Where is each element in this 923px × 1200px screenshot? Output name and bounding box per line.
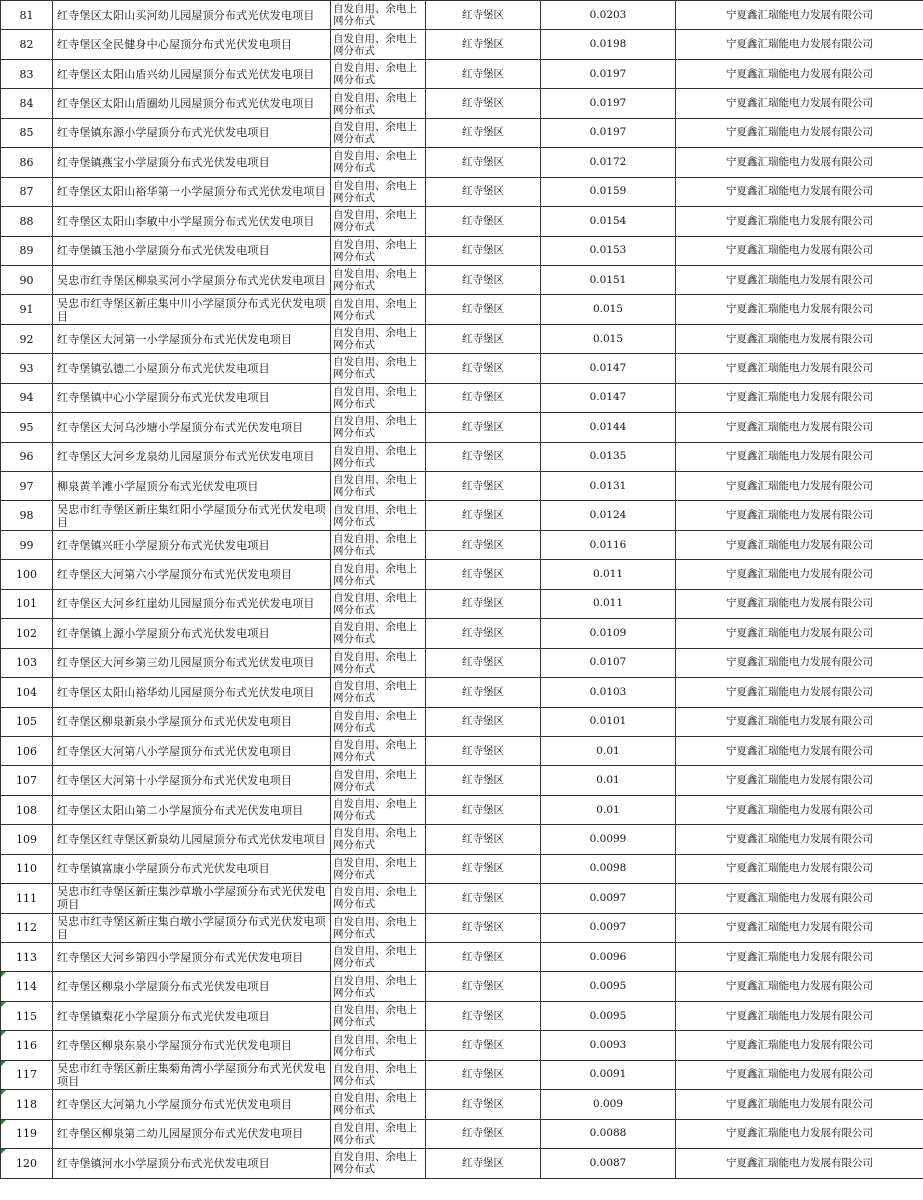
company-cell: 宁夏鑫汇瑞能电力发展有限公司 [676,148,923,177]
capacity-cell: 0.0109 [541,619,676,648]
connection-type-cell: 自发自用、余电上网分布式 [331,913,426,942]
company-cell: 宁夏鑫汇瑞能电力发展有限公司 [676,442,923,471]
row-number: 95 [1,413,53,442]
capacity-cell: 0.0098 [541,854,676,883]
region-cell: 红寺堡区 [426,884,541,913]
project-name-cell: 红寺堡区大河第八小学屋顶分布式光伏发电项目 [53,736,331,765]
capacity-cell: 0.0147 [541,354,676,383]
connection-type-cell: 自发自用、余电上网分布式 [331,825,426,854]
project-name-cell: 红寺堡区太阳山盾圈幼儿园屋顶分布式光伏发电项目 [53,89,331,118]
capacity-cell: 0.0154 [541,207,676,236]
row-number: 100 [1,560,53,589]
table-row [1,854,923,883]
capacity-cell: 0.0197 [541,118,676,147]
table-row [1,118,923,147]
connection-type-cell: 自发自用、余电上网分布式 [331,707,426,736]
region-cell: 红寺堡区 [426,1031,541,1060]
region-cell: 红寺堡区 [426,943,541,972]
row-number: 94 [1,383,53,412]
table-row [1,707,923,736]
region-cell: 红寺堡区 [426,648,541,677]
table-row [1,648,923,677]
row-number: 119 [1,1119,53,1148]
company-cell: 宁夏鑫汇瑞能电力发展有限公司 [676,589,923,618]
row-number: 93 [1,354,53,383]
region-cell: 红寺堡区 [426,442,541,471]
table-row [1,413,923,442]
table-row [1,30,923,59]
row-number: 90 [1,265,53,294]
capacity-cell: 0.0093 [541,1031,676,1060]
capacity-cell: 0.009 [541,1090,676,1119]
row-number: 111 [1,884,53,913]
company-cell: 宁夏鑫汇瑞能电力发展有限公司 [676,854,923,883]
capacity-cell: 0.0095 [541,1001,676,1030]
table-row [1,1149,923,1178]
capacity-cell: 0.0131 [541,472,676,501]
capacity-cell: 0.0087 [541,1149,676,1178]
project-name-cell: 吴忠市红寺堡区新庄集沙草墩小学屋顶分布式光伏发电项目 [53,884,331,913]
connection-type-cell: 自发自用、余电上网分布式 [331,854,426,883]
connection-type-cell: 自发自用、余电上网分布式 [331,795,426,824]
connection-type-cell: 自发自用、余电上网分布式 [331,236,426,265]
project-name-cell: 吴忠市红寺堡区柳泉买河小学屋顶分布式光伏发电项目 [53,265,331,294]
row-number: 107 [1,766,53,795]
connection-type-cell: 自发自用、余电上网分布式 [331,354,426,383]
row-number: 96 [1,442,53,471]
connection-type-cell: 自发自用、余电上网分布式 [331,265,426,294]
table-row [1,972,923,1001]
project-name-cell: 红寺堡区大河第九小学屋顶分布式光伏发电项目 [53,1090,331,1119]
capacity-cell: 0.015 [541,324,676,353]
row-number: 106 [1,736,53,765]
project-name-cell: 红寺堡区红寺堡区新泉幼儿园屋顶分布式光伏发电项目 [53,825,331,854]
capacity-cell: 0.0147 [541,383,676,412]
region-cell: 红寺堡区 [426,207,541,236]
connection-type-cell: 自发自用、余电上网分布式 [331,59,426,88]
row-number: 113 [1,943,53,972]
project-name-cell: 红寺堡区大河乡龙泉幼儿园屋顶分布式光伏发电项目 [53,442,331,471]
row-number: 99 [1,530,53,559]
table-row [1,177,923,206]
capacity-cell: 0.0124 [541,501,676,530]
project-name-cell: 红寺堡区大河乡第三幼儿园屋顶分布式光伏发电项目 [53,648,331,677]
cell-marker-icon [1,1061,6,1066]
project-name-cell: 吴忠市红寺堡区新庄集菊角湾小学屋顶分布式光伏发电项目 [53,1060,331,1089]
region-cell: 红寺堡区 [426,59,541,88]
project-name-cell: 红寺堡镇兴旺小学屋顶分布式光伏发电项目 [53,530,331,559]
row-number: 118 [1,1090,53,1119]
capacity-cell: 0.0095 [541,972,676,1001]
table-row [1,295,923,324]
row-number: 84 [1,89,53,118]
company-cell: 宁夏鑫汇瑞能电力发展有限公司 [676,1149,923,1178]
table-row [1,736,923,765]
table-row [1,236,923,265]
company-cell: 宁夏鑫汇瑞能电力发展有限公司 [676,972,923,1001]
row-number: 86 [1,148,53,177]
region-cell: 红寺堡区 [426,413,541,442]
company-cell: 宁夏鑫汇瑞能电力发展有限公司 [676,354,923,383]
project-name-cell: 红寺堡区太阳山李敏中小学屋顶分布式光伏发电项目 [53,207,331,236]
project-name-cell: 红寺堡区太阳山盾兴幼儿园屋顶分布式光伏发电项目 [53,59,331,88]
row-number: 115 [1,1001,53,1030]
region-cell: 红寺堡区 [426,707,541,736]
company-cell: 宁夏鑫汇瑞能电力发展有限公司 [676,619,923,648]
region-cell: 红寺堡区 [426,736,541,765]
row-number: 105 [1,707,53,736]
company-cell: 宁夏鑫汇瑞能电力发展有限公司 [676,118,923,147]
company-cell: 宁夏鑫汇瑞能电力发展有限公司 [676,59,923,88]
capacity-cell: 0.011 [541,589,676,618]
row-number: 98 [1,501,53,530]
connection-type-cell: 自发自用、余电上网分布式 [331,413,426,442]
project-name-cell: 红寺堡区柳泉新泉小学屋顶分布式光伏发电项目 [53,707,331,736]
row-number: 89 [1,236,53,265]
table-row [1,1119,923,1148]
table-row [1,207,923,236]
table-row [1,148,923,177]
connection-type-cell: 自发自用、余电上网分布式 [331,1031,426,1060]
region-cell: 红寺堡区 [426,825,541,854]
company-cell: 宁夏鑫汇瑞能电力发展有限公司 [676,530,923,559]
company-cell: 宁夏鑫汇瑞能电力发展有限公司 [676,913,923,942]
project-name-cell: 红寺堡区太阳山裕华幼儿园屋顶分布式光伏发电项目 [53,678,331,707]
row-number: 117 [1,1060,53,1089]
row-number: 110 [1,854,53,883]
table-row [1,1090,923,1119]
project-name-cell: 红寺堡区大河第一小学屋顶分布式光伏发电项目 [53,324,331,353]
company-cell: 宁夏鑫汇瑞能电力发展有限公司 [676,1090,923,1119]
row-number: 85 [1,118,53,147]
table-row [1,766,923,795]
connection-type-cell: 自发自用、余电上网分布式 [331,766,426,795]
company-cell: 宁夏鑫汇瑞能电力发展有限公司 [676,265,923,294]
capacity-cell: 0.0116 [541,530,676,559]
row-number: 83 [1,59,53,88]
region-cell: 红寺堡区 [426,383,541,412]
connection-type-cell: 自发自用、余电上网分布式 [331,177,426,206]
connection-type-cell: 自发自用、余电上网分布式 [331,383,426,412]
company-cell: 宁夏鑫汇瑞能电力发展有限公司 [676,501,923,530]
table-row [1,383,923,412]
table-row [1,1060,923,1089]
project-name-cell: 红寺堡区全民健身中心屋顶分布式光伏发电项目 [53,30,331,59]
company-cell: 宁夏鑫汇瑞能电力发展有限公司 [676,472,923,501]
row-number: 104 [1,678,53,707]
region-cell: 红寺堡区 [426,1119,541,1148]
project-name-cell: 红寺堡镇中心小学屋顶分布式光伏发电项目 [53,383,331,412]
company-cell: 宁夏鑫汇瑞能电力发展有限公司 [676,648,923,677]
connection-type-cell: 自发自用、余电上网分布式 [331,1001,426,1030]
company-cell: 宁夏鑫汇瑞能电力发展有限公司 [676,207,923,236]
connection-type-cell: 自发自用、余电上网分布式 [331,972,426,1001]
table-row [1,795,923,824]
company-cell: 宁夏鑫汇瑞能电力发展有限公司 [676,1,923,30]
company-cell: 宁夏鑫汇瑞能电力发展有限公司 [676,1119,923,1148]
table-row [1,354,923,383]
row-number: 114 [1,972,53,1001]
row-number: 116 [1,1031,53,1060]
table-body [1,1,923,1179]
project-name-cell: 红寺堡镇燕宝小学屋顶分布式光伏发电项目 [53,148,331,177]
table-row [1,619,923,648]
row-number: 91 [1,295,53,324]
company-cell: 宁夏鑫汇瑞能电力发展有限公司 [676,383,923,412]
capacity-cell: 0.0135 [541,442,676,471]
capacity-cell: 0.0103 [541,678,676,707]
company-cell: 宁夏鑫汇瑞能电力发展有限公司 [676,707,923,736]
table-row [1,324,923,353]
capacity-cell: 0.0101 [541,707,676,736]
capacity-cell: 0.0097 [541,913,676,942]
table-row [1,530,923,559]
connection-type-cell: 自发自用、余电上网分布式 [331,207,426,236]
table-row [1,560,923,589]
region-cell: 红寺堡区 [426,1,541,30]
region-cell: 红寺堡区 [426,1090,541,1119]
company-cell: 宁夏鑫汇瑞能电力发展有限公司 [676,30,923,59]
table-row [1,265,923,294]
cell-marker-icon [1,1120,6,1125]
project-name-cell: 红寺堡区大河第六小学屋顶分布式光伏发电项目 [53,560,331,589]
capacity-cell: 0.0091 [541,1060,676,1089]
table-row [1,943,923,972]
region-cell: 红寺堡区 [426,854,541,883]
region-cell: 红寺堡区 [426,589,541,618]
connection-type-cell: 自发自用、余电上网分布式 [331,89,426,118]
table-row [1,442,923,471]
company-cell: 宁夏鑫汇瑞能电力发展有限公司 [676,236,923,265]
company-cell: 宁夏鑫汇瑞能电力发展有限公司 [676,1060,923,1089]
capacity-cell: 0.0153 [541,236,676,265]
connection-type-cell: 自发自用、余电上网分布式 [331,30,426,59]
company-cell: 宁夏鑫汇瑞能电力发展有限公司 [676,1031,923,1060]
region-cell: 红寺堡区 [426,766,541,795]
region-cell: 红寺堡区 [426,118,541,147]
region-cell: 红寺堡区 [426,1001,541,1030]
project-name-cell: 红寺堡镇梨花小学屋顶分布式光伏发电项目 [53,1001,331,1030]
connection-type-cell: 自发自用、余电上网分布式 [331,589,426,618]
company-cell: 宁夏鑫汇瑞能电力发展有限公司 [676,825,923,854]
region-cell: 红寺堡区 [426,265,541,294]
region-cell: 红寺堡区 [426,560,541,589]
capacity-cell: 0.0088 [541,1119,676,1148]
cell-marker-icon [1,1002,6,1007]
company-cell: 宁夏鑫汇瑞能电力发展有限公司 [676,177,923,206]
connection-type-cell: 自发自用、余电上网分布式 [331,1060,426,1089]
table-row [1,589,923,618]
region-cell: 红寺堡区 [426,30,541,59]
row-number: 81 [1,1,53,30]
region-cell: 红寺堡区 [426,530,541,559]
company-cell: 宁夏鑫汇瑞能电力发展有限公司 [676,295,923,324]
region-cell: 红寺堡区 [426,913,541,942]
capacity-cell: 0.0107 [541,648,676,677]
capacity-cell: 0.0203 [541,1,676,30]
table-row [1,501,923,530]
connection-type-cell: 自发自用、余电上网分布式 [331,1149,426,1178]
company-cell: 宁夏鑫汇瑞能电力发展有限公司 [676,943,923,972]
region-cell: 红寺堡区 [426,795,541,824]
connection-type-cell: 自发自用、余电上网分布式 [331,619,426,648]
row-number: 92 [1,324,53,353]
cell-marker-icon [1,1149,6,1154]
region-cell: 红寺堡区 [426,354,541,383]
region-cell: 红寺堡区 [426,148,541,177]
project-name-cell: 红寺堡镇弘德二小屋顶分布式光伏发电项目 [53,354,331,383]
row-number: 82 [1,30,53,59]
row-number: 102 [1,619,53,648]
connection-type-cell: 自发自用、余电上网分布式 [331,884,426,913]
project-name-cell: 红寺堡区大河乡第四小学屋顶分布式光伏发电项目 [53,943,331,972]
cell-marker-icon [1,972,6,977]
connection-type-cell: 自发自用、余电上网分布式 [331,1090,426,1119]
company-cell: 宁夏鑫汇瑞能电力发展有限公司 [676,89,923,118]
table-row [1,825,923,854]
region-cell: 红寺堡区 [426,678,541,707]
connection-type-cell: 自发自用、余电上网分布式 [331,530,426,559]
table-row [1,913,923,942]
project-name-cell: 红寺堡区大河第十小学屋顶分布式光伏发电项目 [53,766,331,795]
table-row [1,1031,923,1060]
connection-type-cell: 自发自用、余电上网分布式 [331,678,426,707]
row-number: 103 [1,648,53,677]
company-cell: 宁夏鑫汇瑞能电力发展有限公司 [676,324,923,353]
capacity-cell: 0.01 [541,736,676,765]
region-cell: 红寺堡区 [426,236,541,265]
region-cell: 红寺堡区 [426,89,541,118]
connection-type-cell: 自发自用、余电上网分布式 [331,501,426,530]
connection-type-cell: 自发自用、余电上网分布式 [331,442,426,471]
project-name-cell: 吴忠市红寺堡区新庄集白墩小学屋顶分布式光伏发电项目 [53,913,331,942]
company-cell: 宁夏鑫汇瑞能电力发展有限公司 [676,766,923,795]
connection-type-cell: 自发自用、余电上网分布式 [331,736,426,765]
project-name-cell: 红寺堡区柳泉小学屋顶分布式光伏发电项目 [53,972,331,1001]
project-name-cell: 红寺堡区柳泉第二幼儿园屋顶分布式光伏发电项目 [53,1119,331,1148]
connection-type-cell: 自发自用、余电上网分布式 [331,560,426,589]
table-row [1,884,923,913]
project-name-cell: 红寺堡区大河乌沙塘小学屋顶分布式光伏发电项目 [53,413,331,442]
project-name-cell: 红寺堡镇玉池小学屋顶分布式光伏发电项目 [53,236,331,265]
capacity-cell: 0.0144 [541,413,676,442]
company-cell: 宁夏鑫汇瑞能电力发展有限公司 [676,884,923,913]
region-cell: 红寺堡区 [426,472,541,501]
row-number: 109 [1,825,53,854]
project-name-cell: 红寺堡区太阳山裕华第一小学屋顶分布式光伏发电项目 [53,177,331,206]
capacity-cell: 0.0159 [541,177,676,206]
connection-type-cell: 自发自用、余电上网分布式 [331,295,426,324]
capacity-cell: 0.0097 [541,884,676,913]
connection-type-cell: 自发自用、余电上网分布式 [331,148,426,177]
project-name-cell: 红寺堡区柳泉东泉小学屋顶分布式光伏发电项目 [53,1031,331,1060]
company-cell: 宁夏鑫汇瑞能电力发展有限公司 [676,560,923,589]
row-number: 101 [1,589,53,618]
company-cell: 宁夏鑫汇瑞能电力发展有限公司 [676,1001,923,1030]
project-name-cell: 红寺堡镇富康小学屋顶分布式光伏发电项目 [53,854,331,883]
project-name-cell: 红寺堡镇河水小学屋顶分布式光伏发电项目 [53,1149,331,1178]
connection-type-cell: 自发自用、余电上网分布式 [331,943,426,972]
region-cell: 红寺堡区 [426,324,541,353]
table-row [1,472,923,501]
project-name-cell: 红寺堡镇东源小学屋顶分布式光伏发电项目 [53,118,331,147]
connection-type-cell: 自发自用、余电上网分布式 [331,1119,426,1148]
row-number: 108 [1,795,53,824]
table-row [1,1001,923,1030]
project-name-cell: 红寺堡区太阳山第二小学屋顶分布式光伏发电项目 [53,795,331,824]
connection-type-cell: 自发自用、余电上网分布式 [331,648,426,677]
company-cell: 宁夏鑫汇瑞能电力发展有限公司 [676,736,923,765]
table-row [1,678,923,707]
region-cell: 红寺堡区 [426,972,541,1001]
row-number: 88 [1,207,53,236]
capacity-cell: 0.0197 [541,59,676,88]
cell-marker-icon [1,1031,6,1036]
capacity-cell: 0.0151 [541,265,676,294]
connection-type-cell: 自发自用、余电上网分布式 [331,324,426,353]
region-cell: 红寺堡区 [426,501,541,530]
capacity-cell: 0.0198 [541,30,676,59]
project-name-cell: 柳泉黄羊滩小学屋顶分布式光伏发电项目 [53,472,331,501]
region-cell: 红寺堡区 [426,1060,541,1089]
connection-type-cell: 自发自用、余电上网分布式 [331,472,426,501]
region-cell: 红寺堡区 [426,619,541,648]
row-number: 97 [1,472,53,501]
row-number: 112 [1,913,53,942]
row-number: 120 [1,1149,53,1178]
connection-type-cell: 自发自用、余电上网分布式 [331,118,426,147]
region-cell: 红寺堡区 [426,1149,541,1178]
company-cell: 宁夏鑫汇瑞能电力发展有限公司 [676,678,923,707]
company-cell: 宁夏鑫汇瑞能电力发展有限公司 [676,413,923,442]
capacity-cell: 0.0197 [541,89,676,118]
capacity-cell: 0.015 [541,295,676,324]
cell-marker-icon [1,1090,6,1095]
company-cell: 宁夏鑫汇瑞能电力发展有限公司 [676,795,923,824]
capacity-cell: 0.011 [541,560,676,589]
capacity-cell: 0.01 [541,766,676,795]
project-name-cell: 吴忠市红寺堡区新庄集红阳小学屋顶分布式光伏发电项目 [53,501,331,530]
table-row [1,1,923,30]
project-name-cell: 红寺堡区大河乡红崖幼儿园屋顶分布式光伏发电项目 [53,589,331,618]
region-cell: 红寺堡区 [426,295,541,324]
region-cell: 红寺堡区 [426,177,541,206]
capacity-cell: 0.0172 [541,148,676,177]
row-number: 87 [1,177,53,206]
table-row [1,59,923,88]
project-name-cell: 红寺堡区太阳山买河幼儿园屋顶分布式光伏发电项目 [53,1,331,30]
capacity-cell: 0.0099 [541,825,676,854]
table-row [1,89,923,118]
capacity-cell: 0.0096 [541,943,676,972]
project-name-cell: 红寺堡镇上源小学屋顶分布式光伏发电项目 [53,619,331,648]
project-name-cell: 吴忠市红寺堡区新庄集中川小学屋顶分布式光伏发电项目 [53,295,331,324]
connection-type-cell: 自发自用、余电上网分布式 [331,1,426,30]
capacity-cell: 0.01 [541,795,676,824]
